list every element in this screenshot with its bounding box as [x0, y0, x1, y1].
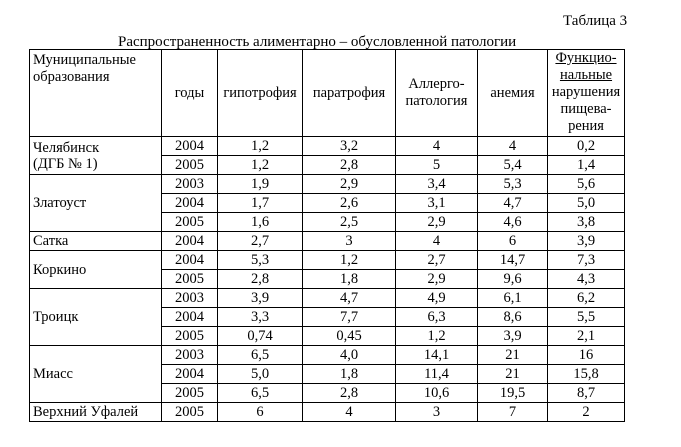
year-cell: 2003 [162, 175, 218, 194]
paratrophy-cell: 2,9 [303, 175, 396, 194]
header-municipality-line: образования [33, 69, 110, 85]
paratrophy-cell: 4,7 [303, 289, 396, 308]
year-cell: 2005 [162, 403, 218, 422]
header-year: годы [162, 50, 218, 137]
header-functional-line: нарушения [551, 84, 621, 100]
header-municipality [30, 50, 162, 137]
header-allergo [396, 50, 478, 137]
hypotrophy-cell: 2,8 [218, 270, 303, 289]
functional-cell: 16 [548, 346, 625, 365]
hypotrophy-cell: 1,9 [218, 175, 303, 194]
year-cell: 2005 [162, 270, 218, 289]
hypotrophy-cell: 1,2 [218, 156, 303, 175]
municipality-cell [30, 175, 162, 232]
allergo-cell: 2,9 [396, 213, 478, 232]
hypotrophy-cell: 3,3 [218, 308, 303, 327]
paratrophy-cell: 2,6 [303, 194, 396, 213]
year-cell: 2004 [162, 137, 218, 156]
functional-cell: 5,0 [548, 194, 625, 213]
hypotrophy-cell: 1,2 [218, 137, 303, 156]
header-allergo-line: патология [405, 93, 468, 109]
hypotrophy-cell: 5,3 [218, 251, 303, 270]
hypotrophy-cell: 0,74 [218, 327, 303, 346]
municipality-name: Верхний Уфалей [33, 404, 139, 420]
allergo-cell: 1,2 [396, 327, 478, 346]
table-row [30, 289, 625, 308]
municipality-name: Челябинск [33, 139, 100, 156]
anemia-cell: 19,5 [478, 384, 548, 403]
allergo-cell: 4,9 [396, 289, 478, 308]
anemia-cell: 3,9 [478, 327, 548, 346]
header-municipality-line: Муниципальные [33, 52, 136, 68]
paratrophy-cell: 1,8 [303, 365, 396, 384]
anemia-cell: 6,1 [478, 289, 548, 308]
pathology-table [29, 49, 625, 422]
functional-cell: 3,8 [548, 213, 625, 232]
hypotrophy-cell: 1,6 [218, 213, 303, 232]
municipality-cell [30, 137, 162, 175]
paratrophy-cell: 1,2 [303, 251, 396, 270]
allergo-cell: 14,1 [396, 346, 478, 365]
year-cell: 2004 [162, 308, 218, 327]
header-hypotrophy: гипотрофия [218, 50, 303, 137]
hypotrophy-cell: 5,0 [218, 365, 303, 384]
year-cell: 2004 [162, 194, 218, 213]
table-caption: Таблица 3 [563, 13, 628, 29]
header-functional [548, 50, 625, 137]
functional-cell: 7,3 [548, 251, 625, 270]
table-body [30, 50, 625, 422]
anemia-cell: 7 [478, 403, 548, 422]
functional-cell: 0,2 [548, 137, 625, 156]
allergo-cell: 11,4 [396, 365, 478, 384]
municipality-cell [30, 251, 162, 289]
municipality-name: Сатка [33, 233, 69, 249]
year-cell: 2005 [162, 156, 218, 175]
municipality-cell [30, 346, 162, 403]
anemia-cell: 8,6 [478, 308, 548, 327]
functional-cell: 5,5 [548, 308, 625, 327]
anemia-cell: 21 [478, 346, 548, 365]
hypotrophy-cell: 6,5 [218, 346, 303, 365]
paratrophy-cell: 3,2 [303, 137, 396, 156]
anemia-cell: 14,7 [478, 251, 548, 270]
paratrophy-cell: 2,5 [303, 213, 396, 232]
municipality-name: (ДГБ № 1) [33, 155, 98, 172]
municipality-name: Златоуст [33, 195, 87, 211]
allergo-cell: 5 [396, 156, 478, 175]
municipality-name: Троицк [33, 309, 79, 325]
paratrophy-cell: 1,8 [303, 270, 396, 289]
year-cell: 2005 [162, 327, 218, 346]
allergo-cell: 2,9 [396, 270, 478, 289]
paratrophy-cell: 2,8 [303, 384, 396, 403]
functional-cell: 1,4 [548, 156, 625, 175]
functional-cell: 15,8 [548, 365, 625, 384]
allergo-cell: 10,6 [396, 384, 478, 403]
allergo-cell: 4 [396, 232, 478, 251]
anemia-cell: 21 [478, 365, 548, 384]
table-row [30, 137, 625, 156]
header-functional-line: Функцио- [555, 50, 617, 66]
municipality-name: Миасс [33, 366, 73, 382]
municipality-cell [30, 232, 162, 251]
year-cell: 2003 [162, 346, 218, 365]
year-cell: 2005 [162, 384, 218, 403]
anemia-cell: 5,3 [478, 175, 548, 194]
hypotrophy-cell: 1,7 [218, 194, 303, 213]
anemia-cell: 5,4 [478, 156, 548, 175]
anemia-cell: 4 [478, 137, 548, 156]
functional-cell: 2 [548, 403, 625, 422]
hypotrophy-cell: 3,9 [218, 289, 303, 308]
paratrophy-cell: 7,7 [303, 308, 396, 327]
table-row [30, 232, 625, 251]
table-row [30, 251, 625, 270]
anemia-cell: 4,6 [478, 213, 548, 232]
allergo-cell: 3,1 [396, 194, 478, 213]
municipality-name: Коркино [33, 261, 87, 278]
allergo-cell: 3 [396, 403, 478, 422]
paratrophy-cell: 2,8 [303, 156, 396, 175]
table-row [30, 403, 625, 422]
table-title: Распространенность алиментарно – обусловленной патологии [118, 34, 517, 50]
allergo-cell: 3,4 [396, 175, 478, 194]
header-functional-line: нальные [559, 67, 613, 83]
paratrophy-cell: 4 [303, 403, 396, 422]
header-paratrophy: паратрофия [303, 50, 396, 137]
hypotrophy-cell: 6,5 [218, 384, 303, 403]
functional-cell: 6,2 [548, 289, 625, 308]
functional-cell: 4,3 [548, 270, 625, 289]
municipality-cell [30, 403, 162, 422]
year-cell: 2004 [162, 232, 218, 251]
header-anemia: анемия [478, 50, 548, 137]
paratrophy-cell: 4,0 [303, 346, 396, 365]
anemia-cell: 9,6 [478, 270, 548, 289]
paratrophy-cell: 0,45 [303, 327, 396, 346]
municipality-cell [30, 289, 162, 346]
allergo-cell: 6,3 [396, 308, 478, 327]
functional-cell: 5,6 [548, 175, 625, 194]
header-functional-line: пищева- [560, 101, 612, 117]
anemia-cell: 6 [478, 232, 548, 251]
year-cell: 2005 [162, 213, 218, 232]
functional-cell: 8,7 [548, 384, 625, 403]
allergo-cell: 2,7 [396, 251, 478, 270]
year-cell: 2004 [162, 251, 218, 270]
header-row [30, 50, 625, 137]
functional-cell: 2,1 [548, 327, 625, 346]
paratrophy-cell: 3 [303, 232, 396, 251]
hypotrophy-cell: 2,7 [218, 232, 303, 251]
anemia-cell: 4,7 [478, 194, 548, 213]
functional-cell: 3,9 [548, 232, 625, 251]
year-cell: 2004 [162, 365, 218, 384]
table-row [30, 346, 625, 365]
header-functional-line: рения [568, 118, 604, 134]
year-cell: 2003 [162, 289, 218, 308]
table-row [30, 175, 625, 194]
header-allergo-line: Аллерго- [408, 76, 465, 92]
allergo-cell: 4 [396, 137, 478, 156]
hypotrophy-cell: 6 [218, 403, 303, 422]
